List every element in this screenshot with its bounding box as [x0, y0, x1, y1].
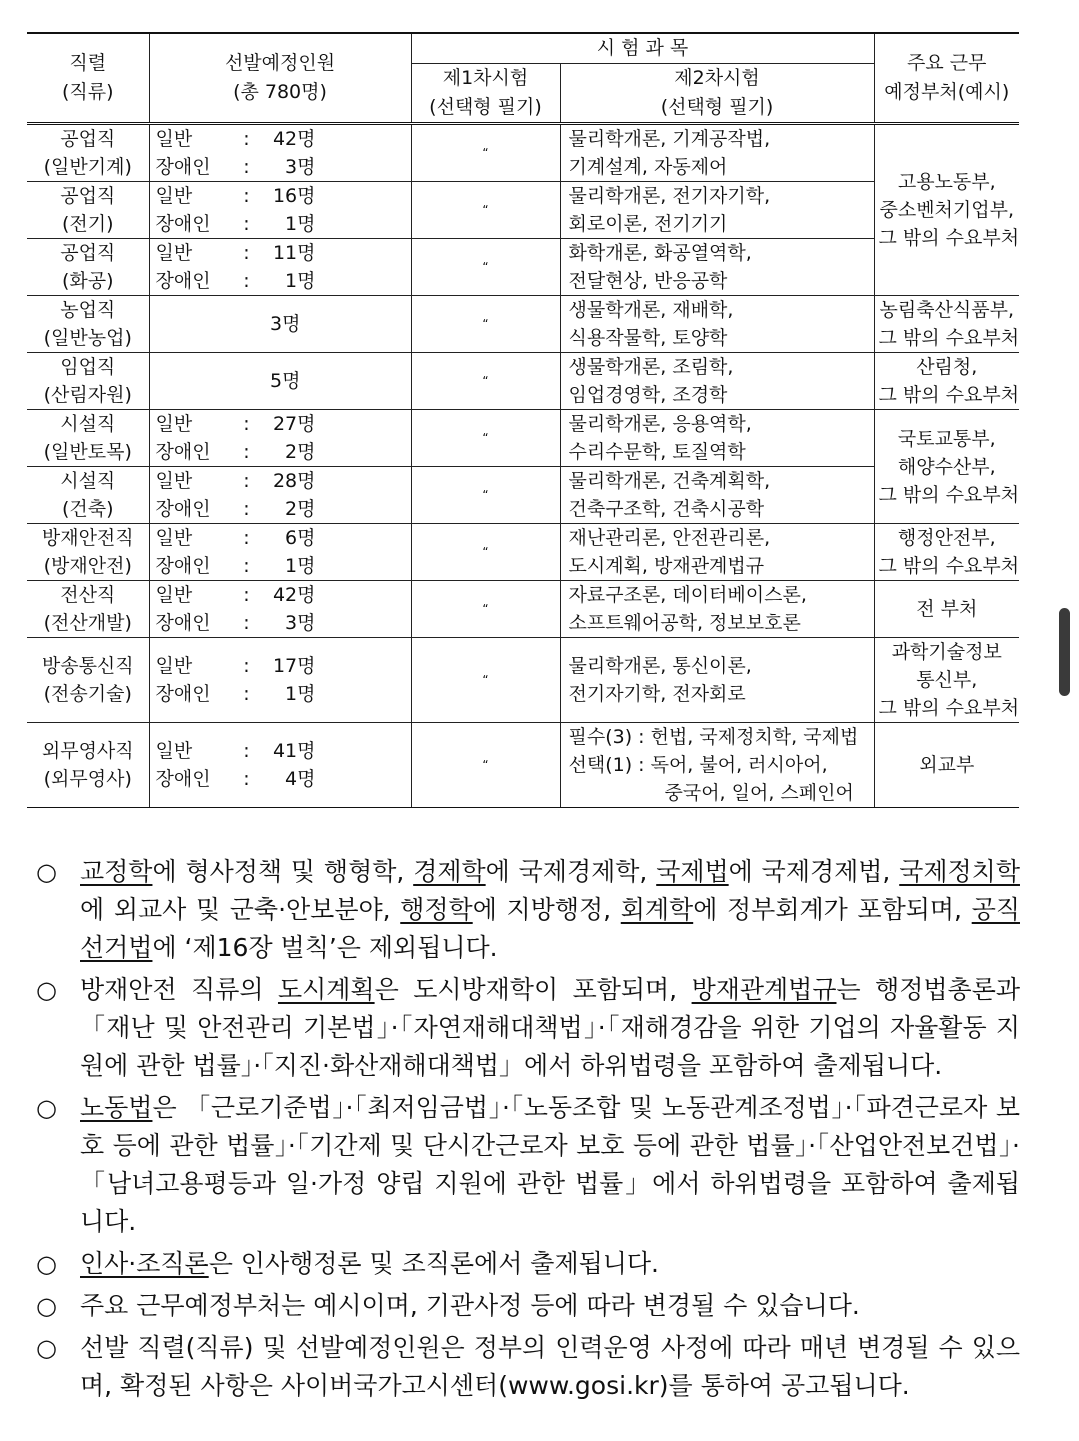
- dept-line: 고용노동부,: [897, 171, 996, 193]
- note-item: [36, 1329, 1020, 1405]
- quota-line: [156, 552, 407, 580]
- subject-line: 소프트웨어공학, 정보보호론: [568, 612, 801, 634]
- quota-type: 장애인: [155, 612, 211, 634]
- job-line: 농업직: [60, 299, 116, 321]
- quota-line: [156, 495, 407, 523]
- table-row: [27, 410, 1019, 467]
- subject-line: 필수(3) : 헌법, 국제정치학, 국제법: [568, 726, 859, 748]
- dept-cell: [874, 723, 1019, 808]
- note-item: [36, 1287, 1020, 1325]
- dept-cell: [874, 638, 1019, 723]
- note-item: [36, 971, 1020, 1085]
- header-first-exam: 제1차시험 (선택형 필기): [411, 64, 560, 124]
- quota-line: [156, 680, 407, 708]
- first-exam-ditto: “: [411, 581, 560, 638]
- job-line: (산림자원): [43, 384, 132, 406]
- dept-line: 그 밖의 수요부처: [878, 327, 1020, 349]
- note-text: [80, 1089, 1020, 1241]
- quota-line: [156, 765, 407, 793]
- note-segment: 에 국제경제법,: [728, 857, 900, 886]
- table-row: [27, 239, 1019, 296]
- job-cell: [27, 353, 149, 410]
- job-line: 외무영사직: [41, 740, 134, 762]
- table-header: [27, 33, 1019, 124]
- quota-colon: :: [243, 740, 250, 762]
- note-segment: 에 형사정책 및 행형학,: [152, 857, 414, 886]
- first-exam-ditto: “: [411, 524, 560, 581]
- underlined-term: 행정학: [400, 895, 473, 924]
- job-line: (전송기술): [43, 683, 132, 705]
- dept-line: 행정안전부,: [897, 527, 996, 549]
- quota-count: 16명: [272, 185, 316, 207]
- quota-count: 28명: [272, 470, 316, 492]
- job-line: 공업직: [60, 128, 116, 150]
- job-line: (일반토목): [43, 441, 132, 463]
- underlined-term: 회계학: [620, 895, 694, 924]
- table-row: [27, 524, 1019, 581]
- scrollbar-thumb[interactable]: [1059, 608, 1070, 696]
- underlined-term: 공직선거법: [80, 895, 1020, 962]
- first-exam-ditto: “: [411, 239, 560, 296]
- quota-count: 42명: [272, 584, 316, 606]
- second-exam-subjects: [560, 723, 874, 808]
- quota-cell: [149, 410, 411, 467]
- quota-colon: :: [243, 213, 250, 235]
- first-exam-ditto: “: [411, 410, 560, 467]
- quota-cell: [149, 638, 411, 723]
- subject-line: 물리학개론, 통신이론,: [568, 655, 752, 677]
- circle-bullet-icon: ○: [36, 976, 57, 1004]
- job-line: 공업직: [60, 242, 116, 264]
- job-line: (전기): [61, 213, 114, 235]
- quota-type: 장애인: [155, 555, 211, 577]
- note-text: [80, 853, 1020, 967]
- subject-line: 수리수문학, 토질역학: [568, 441, 746, 463]
- subject-line: 생물학개론, 재배학,: [568, 299, 734, 321]
- header-quota: 선발예정인원 (총 780명): [149, 33, 411, 124]
- subject-line: 화학개론, 화공열역학,: [568, 242, 752, 264]
- quota-colon: :: [243, 612, 250, 634]
- table-row: [27, 353, 1019, 410]
- header-job: 직렬 (직류): [27, 33, 149, 124]
- note-segment: 선발 직렬(직류) 및 선발예정인원은 정부의 인력운영 사정에 따라 매년 변경될 수 있으며, 확정된 사항은 사이버국가고시센터(www.gosi.kr)를 통하여 공고됩니다.: [80, 1333, 1020, 1400]
- underlined-term: 국제법: [656, 857, 729, 886]
- quota-type: 일반: [155, 740, 193, 762]
- quota-colon: :: [243, 270, 250, 292]
- subject-line: 물리학개론, 전기자기학,: [568, 185, 771, 207]
- quota-cell: 3명: [149, 296, 411, 353]
- circle-bullet-icon: ○: [36, 858, 57, 886]
- quota-colon: :: [243, 156, 250, 178]
- job-line: (건축): [61, 498, 114, 520]
- job-line: 전산직: [60, 584, 116, 606]
- note-segment: 에 지방행정,: [472, 895, 621, 924]
- quota-line: [156, 524, 407, 552]
- table-row: [27, 581, 1019, 638]
- quota-line: [156, 438, 407, 466]
- table-row: [27, 296, 1019, 353]
- quota-type: 일반: [155, 527, 193, 549]
- subject-line: 회로이론, 전기기기: [568, 213, 728, 235]
- underlined-term: 인사·조직론: [80, 1249, 209, 1278]
- dept-line: 외교부: [919, 754, 975, 776]
- quota-colon: :: [243, 413, 250, 435]
- job-cell: [27, 124, 149, 182]
- job-line: 임업직: [60, 356, 116, 378]
- job-line: (일반기계): [43, 156, 132, 178]
- table-row: [27, 467, 1019, 524]
- second-exam-subjects: [560, 239, 874, 296]
- quota-count: 1명: [285, 555, 316, 577]
- job-line: 시설직: [60, 413, 116, 435]
- quota-colon: :: [243, 768, 250, 790]
- dept-cell: [874, 296, 1019, 353]
- job-cell: [27, 581, 149, 638]
- subject-line: 중국어, 일어, 스페인어: [664, 782, 854, 804]
- dept-line: 그 밖의 수요부처: [878, 227, 1020, 249]
- underlined-term: 경제학: [413, 857, 486, 886]
- quota-colon: :: [243, 655, 250, 677]
- note-text: [80, 1329, 1020, 1405]
- first-exam-ditto: “: [411, 353, 560, 410]
- note-segment: 주요 근무예정부처는 예시이며, 기관사정 등에 따라 변경될 수 있습니다.: [80, 1291, 860, 1320]
- job-cell: [27, 182, 149, 239]
- quota-count: 6명: [285, 527, 316, 549]
- dept-line: 국토교통부,: [897, 427, 996, 450]
- underlined-term: 노동법: [80, 1093, 153, 1122]
- job-line: 공업직: [60, 185, 116, 207]
- quota-line: [156, 125, 407, 153]
- quota-type: 일반: [155, 584, 193, 606]
- first-exam-ditto: “: [411, 638, 560, 723]
- circle-bullet-icon: ○: [36, 1094, 57, 1122]
- quota-colon: :: [243, 498, 250, 520]
- quota-colon: :: [243, 441, 250, 463]
- notes-list: [36, 853, 1020, 1409]
- quota-cell: [149, 239, 411, 296]
- table-row: [27, 124, 1019, 182]
- underlined-term: 교정학: [80, 857, 153, 886]
- header-second-exam: 제2차시험 (선택형 필기): [560, 64, 874, 124]
- second-exam-subjects: [560, 581, 874, 638]
- quota-colon: :: [243, 242, 250, 264]
- quota-cell: [149, 467, 411, 524]
- quota-line: [156, 737, 407, 765]
- first-exam-ditto: “: [411, 723, 560, 808]
- quota-count: 2명: [285, 441, 316, 463]
- dept-cell: [874, 124, 1019, 296]
- first-exam-ditto: “: [411, 296, 560, 353]
- note-segment: 은 인사행정론 및 조직론에서 출제됩니다.: [208, 1249, 659, 1278]
- quota-type: 장애인: [155, 498, 211, 520]
- circle-bullet-icon: ○: [36, 1292, 57, 1320]
- second-exam-subjects: [560, 638, 874, 723]
- job-line: 방재안전직: [41, 527, 134, 549]
- quota-type: 장애인: [155, 683, 211, 705]
- quota-cell: [149, 581, 411, 638]
- quota-colon: :: [243, 527, 250, 549]
- quota-count: 3명: [285, 612, 316, 634]
- subject-line: 식용작물학, 토양학: [568, 327, 728, 349]
- dept-cell: [874, 410, 1019, 524]
- table-row: [27, 638, 1019, 723]
- quota-cell: [149, 182, 411, 239]
- quota-count: 17명: [272, 655, 316, 677]
- quota-type: 일반: [155, 128, 193, 150]
- dept-line: 산림청,: [916, 356, 978, 378]
- quota-count: 1명: [285, 270, 316, 292]
- note-segment: 는 행정법총론과 「재난 및 안전관리 기본법」·「자연재해대책법」·「재해경감을 위한 기업의 자율활동 지원에 관한 법률」·「지진·화산재해대책법」에서 하위법령을 포함하여 출제됩니다.: [80, 975, 1020, 1080]
- job-line: (방재안전): [43, 555, 132, 577]
- subject-line: 임업경영학, 조경학: [568, 384, 728, 406]
- subject-line: 재난관리론, 안전관리론,: [568, 527, 771, 549]
- dept-line: 통신부,: [916, 669, 978, 691]
- second-exam-subjects: [560, 410, 874, 467]
- subject-line: 물리학개론, 응용역학,: [568, 413, 752, 435]
- job-line: 방송통신직: [41, 655, 134, 677]
- job-cell: [27, 467, 149, 524]
- second-exam-subjects: [560, 467, 874, 524]
- quota-type: 장애인: [155, 156, 211, 178]
- dept-line: 그 밖의 수요부처: [878, 697, 1020, 719]
- dept-cell: [874, 581, 1019, 638]
- note-text: [80, 1287, 1020, 1325]
- dept-line: 그 밖의 수요부처: [878, 384, 1020, 406]
- note-item: [36, 1245, 1020, 1283]
- second-exam-subjects: [560, 353, 874, 410]
- job-cell: [27, 638, 149, 723]
- job-line: (일반농업): [43, 327, 132, 349]
- quota-line: [156, 581, 407, 609]
- dept-cell: [874, 353, 1019, 410]
- job-line: (화공): [61, 270, 114, 292]
- table-row: [27, 723, 1019, 808]
- underlined-term: 국제정치학: [899, 857, 1020, 886]
- job-line: (외무영사): [43, 768, 132, 790]
- dept-cell: [874, 524, 1019, 581]
- second-exam-subjects: [560, 524, 874, 581]
- dept-line: 농림축산식품부,: [879, 299, 1015, 321]
- quota-colon: :: [243, 683, 250, 705]
- quota-line: [156, 239, 407, 267]
- job-cell: [27, 239, 149, 296]
- dept-line: 해양수산부,: [897, 455, 996, 478]
- quota-type: 일반: [155, 470, 193, 492]
- job-cell: [27, 524, 149, 581]
- subject-line: 건축구조학, 건축시공학: [568, 498, 765, 520]
- quota-line: [156, 467, 407, 495]
- quota-type: 일반: [155, 242, 193, 264]
- note-segment: 에 외교사 및 군축·안보분야,: [80, 895, 401, 924]
- underlined-term: 방재관계법규: [691, 975, 837, 1004]
- subject-line: 자료구조론, 데이터베이스론,: [568, 584, 807, 606]
- quota-colon: :: [243, 128, 250, 150]
- quota-count: 41명: [272, 740, 316, 762]
- note-segment: 은 도시방재학이 포함되며,: [374, 975, 692, 1004]
- quota-cell: [149, 524, 411, 581]
- quota-cell: [149, 723, 411, 808]
- quota-count: 11명: [272, 242, 316, 264]
- quota-type: 장애인: [155, 768, 211, 790]
- subject-line: 물리학개론, 기계공작법,: [568, 128, 771, 150]
- dept-line: 과학기술정보: [891, 641, 1002, 663]
- quota-type: 일반: [155, 185, 193, 207]
- job-cell: [27, 296, 149, 353]
- subject-line: 생물학개론, 조림학,: [568, 356, 734, 378]
- subject-line: 선택(1) : 독어, 불어, 러시아어,: [568, 754, 828, 776]
- second-exam-subjects: [560, 296, 874, 353]
- note-segment: 에 국제경제학,: [485, 857, 657, 886]
- quota-line: [156, 182, 407, 210]
- subject-line: 기계설계, 자동제어: [568, 156, 728, 178]
- job-cell: [27, 723, 149, 808]
- quota-count: 3명: [285, 156, 316, 178]
- quota-type: 장애인: [155, 213, 211, 235]
- dept-line: 전 부처: [916, 598, 978, 620]
- quota-count: 4명: [285, 768, 316, 790]
- underlined-term: 도시계획: [277, 975, 375, 1004]
- quota-type: 일반: [155, 655, 193, 677]
- second-exam-subjects: [560, 124, 874, 182]
- dept-line: 그 밖의 수요부처: [878, 555, 1020, 577]
- quota-count: 27명: [272, 413, 316, 435]
- note-item: [36, 1089, 1020, 1241]
- note-text: [80, 971, 1020, 1085]
- dept-line: 그 밖의 수요부처: [878, 483, 1020, 506]
- quota-line: [156, 609, 407, 637]
- note-segment: 방재안전 직류의: [80, 975, 278, 1004]
- quota-colon: :: [243, 470, 250, 492]
- quota-cell: [149, 124, 411, 182]
- job-cell: [27, 410, 149, 467]
- first-exam-ditto: “: [411, 467, 560, 524]
- quota-line: [156, 153, 407, 181]
- quota-count: 42명: [272, 128, 316, 150]
- header-exam-subjects: 시 험 과 목: [411, 33, 874, 64]
- subject-line: 전달현상, 반응공학: [568, 270, 728, 292]
- quota-colon: :: [243, 555, 250, 577]
- subject-line: 도시계획, 방재관계법규: [568, 555, 765, 577]
- first-exam-ditto: “: [411, 124, 560, 182]
- quota-colon: :: [243, 185, 250, 207]
- note-segment: 은 「근로기준법」·「최저임금법」·「노동조합 및 노동관계조정법」·「파견근로자 보호 등에 관한 법률」·「기간제 및 단시간근로자 보호 등에 관한 법률」·「산업안전보건법」·「남녀고용평등과 일·가정 양립 지원에 관한 법률」에서 하위법령을 포함하여 출제됩니다.: [80, 1093, 1020, 1236]
- quota-count: 1명: [285, 683, 316, 705]
- quota-colon: :: [243, 584, 250, 606]
- subject-line: 물리학개론, 건축계획학,: [568, 470, 771, 492]
- job-line: 시설직: [60, 470, 116, 492]
- quota-line: [156, 410, 407, 438]
- quota-type: 장애인: [155, 441, 211, 463]
- note-segment: 에 정부회계가 포함되며,: [693, 895, 972, 924]
- note-segment: 에 ‘제16장 벌칙’은 제외됩니다.: [152, 933, 498, 962]
- note-text: [80, 1245, 1020, 1283]
- second-exam-subjects: [560, 182, 874, 239]
- quota-count: 1명: [285, 213, 316, 235]
- quota-line: [156, 652, 407, 680]
- header-dept: 주요 근무 예정부처(예시): [874, 33, 1019, 124]
- quota-type: 일반: [155, 413, 193, 435]
- subject-line: 전기자기학, 전자회로: [568, 683, 746, 705]
- quota-line: [156, 267, 407, 295]
- dept-line: 중소벤처기업부,: [879, 199, 1015, 221]
- table-row: [27, 182, 1019, 239]
- table-body: [27, 124, 1019, 808]
- first-exam-ditto: “: [411, 182, 560, 239]
- quota-count: 2명: [285, 498, 316, 520]
- recruitment-table: [27, 32, 1019, 808]
- circle-bullet-icon: ○: [36, 1334, 57, 1362]
- circle-bullet-icon: ○: [36, 1250, 57, 1278]
- note-item: [36, 853, 1020, 967]
- quota-type: 장애인: [155, 270, 211, 292]
- job-line: (전산개발): [43, 612, 132, 634]
- quota-line: [156, 210, 407, 238]
- quota-cell: 5명: [149, 353, 411, 410]
